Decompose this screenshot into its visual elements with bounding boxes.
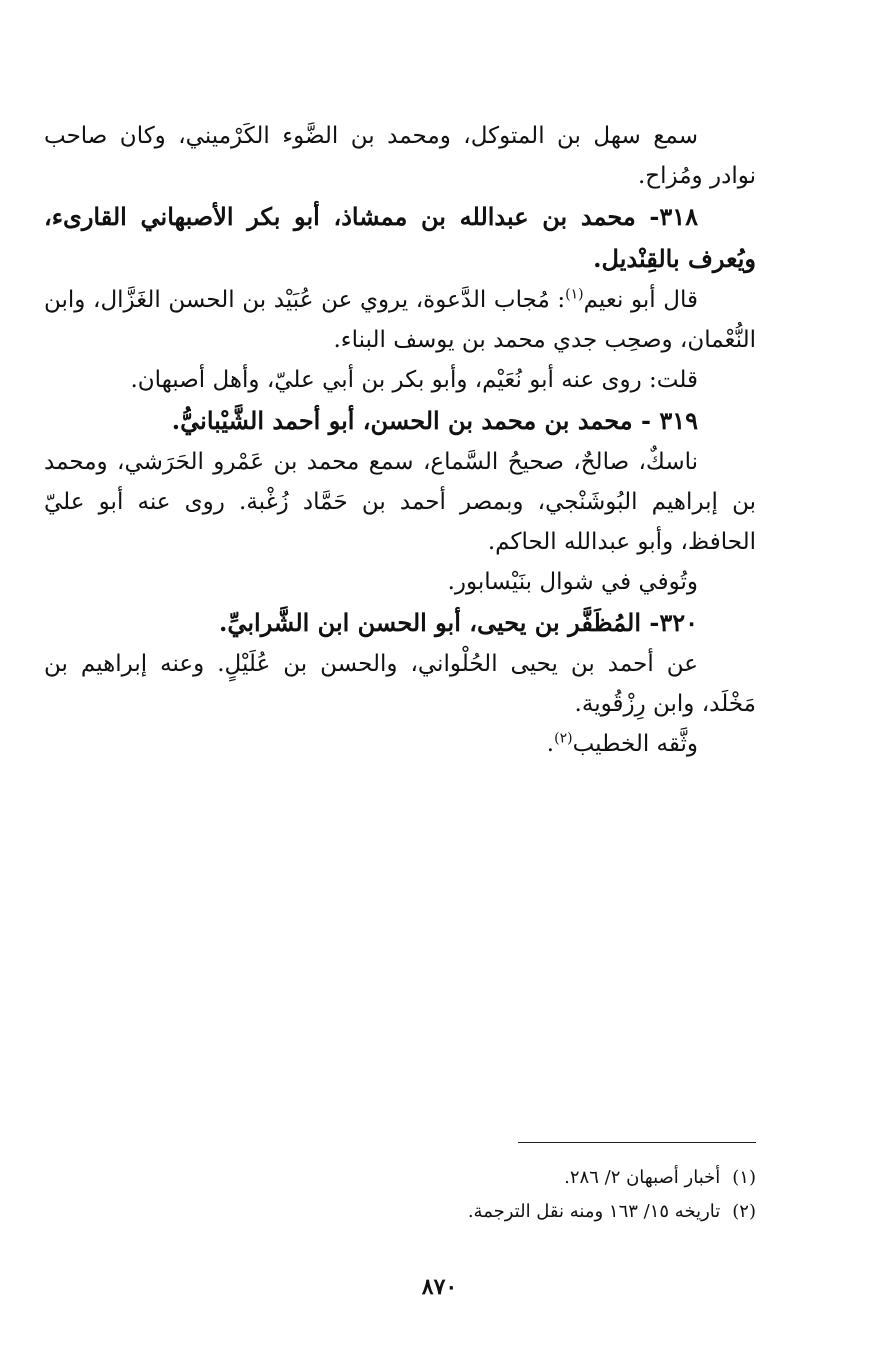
paragraph-nasik: ناسكٌ، صالحٌ، صحيحُ السَّماع، سمع محمد بن عَمْرو الحَرَشي، ومحمد بن إبراهيم البُوشَنْجي، وبمصر أحمد بن حَمَّاد زُغْبة. روى عنه أبو عليّ الحافظ، وأبو عبدالله الحاكم. (44, 449, 756, 555)
footnote-text: تاريخه ١٥/ ١٦٣ ومنه نقل الترجمة. (467, 1201, 721, 1222)
paragraph-text: وثَّقه الخطيب (572, 731, 698, 757)
paragraph-abu-nuaym (44, 280, 756, 360)
entry-heading-318: ٣١٨- محمد بن عبدالله بن ممشاذ، أبو بكر الأصبهاني القارىء، ويُعرف بالقِنْديل. (44, 202, 756, 273)
paragraph-qultu: قلت: روى عنه أبو نُعَيْم، وأبو بكر بن أبي عليّ، وأهل أصبهان. (130, 367, 698, 393)
footnote-marker: (١) (732, 1167, 756, 1188)
footnote-2 (44, 1195, 756, 1229)
paragraph-an-ahmad: عن أحمد بن يحيى الحُلْواني، والحسن بن عُلَيْلٍ. وعنه إبراهيم بن مَخْلَد، وابن رِزْقُوية. (44, 651, 756, 717)
paragraph-text: : مُجاب الدَّعوة، يروي عن عُبَيْد بن الحسن الغَزَّال، وابن النُّعْمان، وصحِب جدي محمد بن يوسف البناء. (44, 287, 756, 353)
paragraph-1: سمع سهل بن المتوكل، ومحمد بن الضَّوء الكَرْميني، وكان صاحب نوادر ومُزاح. (44, 123, 756, 189)
entry-heading-320: ٣٢٠- المُظَفَّر بن يحيى، أبو الحسن ابن الشَّرابيِّ. (218, 608, 698, 637)
main-text (44, 116, 756, 764)
footnote-1 (44, 1161, 756, 1195)
footnote-ref-2: (٢) (554, 730, 573, 747)
page-number: ٨٧٠ (421, 1274, 458, 1300)
footnote-text: أخبار أصبهان ٢/ ٢٨٦. (564, 1167, 721, 1188)
footnote-divider (518, 1142, 756, 1143)
paragraph-text: . (546, 731, 555, 757)
paragraph-wathaqahu (44, 724, 756, 764)
paragraph-death: وتُوفي في شوال بنَيْسابور. (447, 569, 698, 595)
paragraph-text: قال أبو نعيم (583, 287, 698, 313)
entry-heading-319: ٣١٩ - محمد بن محمد بن الحسن، أبو أحمد الشَّيْبانيُّ. (171, 406, 698, 435)
footnotes (44, 1142, 756, 1229)
footnote-ref-1: (١) (565, 286, 584, 303)
footnote-marker: (٢) (732, 1201, 756, 1222)
